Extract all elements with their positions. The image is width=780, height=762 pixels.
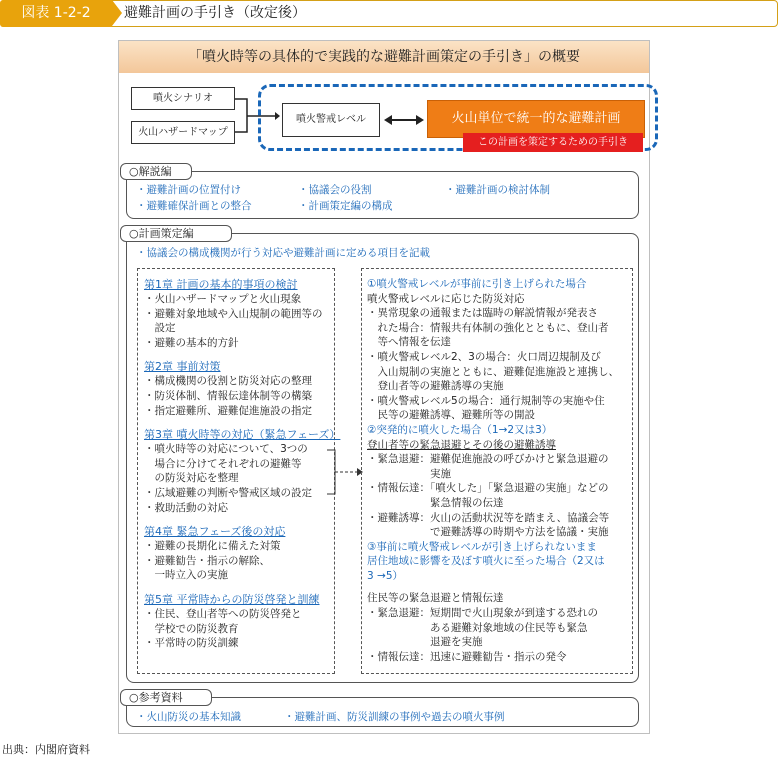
chapter-line: 設定	[144, 322, 176, 335]
case1-line: れた場合：情報共有体制の強化とともに、登山者	[367, 321, 609, 334]
case1-line: 入山規制の実施とともに、避難促進施設と連携し、	[367, 365, 619, 378]
kaisetsu-item: ・計画策定編の構成	[298, 200, 393, 212]
double-arrow	[384, 113, 424, 127]
chapter-line: ・噴火時等の対応について、3つの	[144, 443, 308, 456]
sanko-title: ○参考資料	[120, 689, 212, 706]
banner-title: 「噴火時等の具体的で実践的な避難計画策定の手引き」の概要	[119, 41, 649, 73]
chapter-heading: 第5章 平常時からの防災啓発と訓練	[144, 592, 320, 606]
alert-level-box: 噴火警戒レベル	[282, 103, 380, 137]
kaisetsu-item: ・協議会の役割	[298, 184, 372, 196]
kaisetsu-title: ○解説編	[120, 163, 192, 180]
chapter-heading: 第2章 事前対策	[144, 360, 221, 374]
chapter-heading: 第1章 計画の基本的事項の検討	[144, 278, 298, 291]
chapter-line: ・火山ハザードマップと火山現象	[144, 293, 302, 305]
case2-line: ・避難誘導：火山の活動状況等を踏まえ、協議会等	[367, 511, 610, 524]
case2-line: ・緊急退避：避難促進施設の呼びかけと緊急退避の	[367, 453, 609, 466]
figure-label: 図表 1-2-2	[0, 0, 112, 27]
unified-plan-box: 火山単位で統一的な避難計画	[427, 100, 645, 138]
guide-label: この計画を策定するための手引き	[463, 133, 643, 152]
chapters-list	[144, 276, 340, 651]
chapter-line: の防災対応を整理	[144, 472, 239, 485]
chapter-line: ・避難の長期化に備えた対策	[144, 540, 281, 553]
chapter-line: ・広域避難の判断や警戒区域の設定	[144, 486, 312, 499]
chapter-line: ・構成機関の役割と防災対応の整理	[144, 375, 312, 388]
kaisetsu-item: ・避難確保計画との整合	[136, 200, 252, 212]
case1-heading: ①噴火警戒レベルが事前に引き上げられた場合	[367, 278, 587, 290]
keikaku-title: ○計画策定編	[120, 225, 232, 242]
source-note: 出典：内閣府資料	[2, 743, 90, 756]
cases-list	[367, 277, 619, 664]
case1-line: 等へ情報を伝達	[367, 336, 451, 349]
scenario-box: 噴火シナリオ	[131, 87, 235, 110]
case3-heading: ③事前に噴火警戒レベルが引き上げられないまま	[367, 540, 597, 553]
chapter-line: ・避難の基本的方針	[144, 336, 239, 349]
case1-line: ・異常現象の通報または臨時の解説情報が発表さ	[367, 307, 598, 320]
kaisetsu-item: ・避難計画の位置付け	[136, 184, 241, 196]
chapter-line: ・避難対象地域や入山規制の範囲等の	[144, 307, 323, 320]
chapter-line: ・避難勧告・指示の解除、	[144, 554, 270, 567]
case1-line: ・噴火警戒レベル5の場合：通行規制等の実施や住	[367, 394, 605, 407]
kaisetsu-item: ・避難計画の検討体制	[445, 184, 550, 196]
chapter-line: 一時立入の実施	[144, 569, 228, 582]
case2-line: ・情報伝達：「噴火した」「緊急退避の実施」などの	[367, 482, 609, 495]
case3-heading: 3 →5）	[367, 569, 403, 582]
case2-sub: 登山者等の緊急退避とその後の避難誘導	[367, 438, 556, 451]
chapter-line: ・住民、登山者等への防災啓発と	[144, 607, 302, 620]
chapter-line: 学校での防災教育	[144, 622, 239, 635]
chapter-line: ・防災体制、情報伝達体制等の構築	[144, 389, 312, 402]
case2-line: 緊急情報の伝達	[367, 496, 504, 509]
chapter-line: ・救助活動の対応	[144, 501, 228, 514]
sanko-item: ・火山防災の基本知識	[136, 711, 241, 723]
case3-line: ・情報伝達：迅速に避難勧告・指示の発令	[367, 650, 567, 663]
case3-line: ・緊急退避：短期間で火山現象が到達する恐れの	[367, 607, 598, 620]
figure-title: 避難計画の手引き（改定後）	[124, 5, 306, 21]
case2-line: 実施	[367, 467, 451, 480]
hazardmap-box: 火山ハザードマップ	[131, 121, 235, 144]
case1-line: 登山者等の避難誘導の実施	[367, 380, 504, 393]
case2-heading: ②突発的に噴火した場合（1→2又は3）	[367, 423, 553, 436]
chapter-heading: 第4章 緊急フェーズ後の対応	[144, 525, 286, 539]
case1-line: 民等の避難誘導、避難所等の開設	[367, 409, 535, 422]
chapter-line: ・指定避難所、避難促進施設の指定	[144, 404, 312, 417]
case3-line: 退避を実施	[367, 636, 483, 649]
case3-heading: 居住地域に影響を及ぼす噴火に至った場合（2又は	[367, 555, 605, 568]
chapter3-bracket-arrow	[325, 448, 365, 498]
chapter-line: ・平常時の防災訓練	[144, 637, 239, 650]
case3-sub: 住民等の緊急退避と情報伝達	[367, 592, 504, 605]
case2-line: で避難誘導の時期や方法を協議・実施	[367, 526, 609, 539]
case1-line: ・噴火警戒レベル2、3の場合：火口周辺規制及び	[367, 350, 601, 363]
case3-line: ある避難対象地域の住民等も緊急	[367, 621, 588, 634]
keikaku-lead: ・協議会の構成機関が行う対応や避難計画に定める項目を記載	[136, 247, 430, 259]
chapter-line: 場合に分けてそれぞれの避難等	[144, 457, 302, 470]
case1-sub: 噴火警戒レベルに応じた防災対応	[367, 292, 525, 305]
chapter-heading: 第3章 噴火時等の対応（緊急フェーズ）	[144, 428, 341, 442]
sanko-item: ・避難計画、防災訓練の事例や過去の噴火事例	[284, 711, 505, 723]
